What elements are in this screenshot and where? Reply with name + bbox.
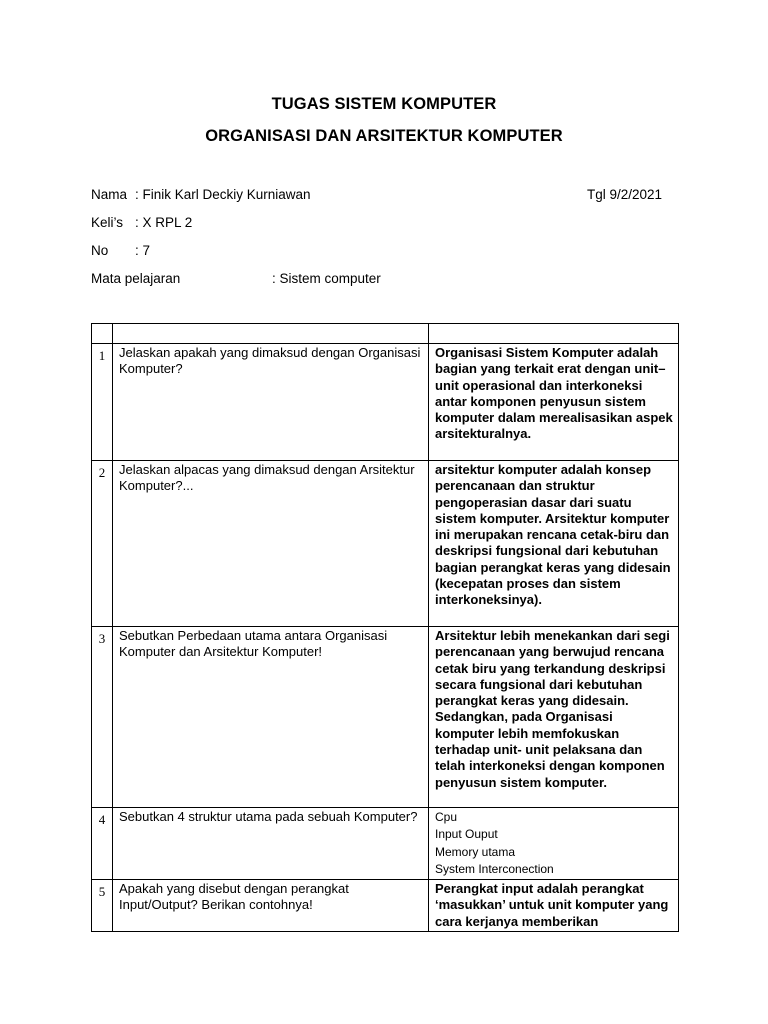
class-value: : X RPL 2 (135, 215, 193, 230)
answer-cell: Arsitektur lebih menekankan dari segi perencanaan yang berwujud rencana cetak biru yang terkandung deskripsi secara fungsional dari kebutuhan perangkat keras yang didesain. Sedangkan, pada Organisasi komputer lebih memfokuskan terhadap unit- unit pelaksana dan telah interkoneksi dengan komponen penyusun sistem komputer. (429, 627, 679, 808)
table-row (92, 808, 679, 880)
table-row (92, 880, 679, 932)
question-cell: Jelaskan alpacas yang dimaksud dengan Arsitektur Komputer?... (113, 461, 429, 627)
table-header-row (92, 324, 679, 344)
question-cell: Sebutkan 4 struktur utama pada sebuah Komputer? (113, 808, 429, 880)
structure-list (435, 809, 674, 878)
subject-line (91, 271, 381, 287)
header-cell-question (113, 324, 429, 344)
document-subtitle: ORGANISASI DAN ARSITEKTUR KOMPUTER (205, 127, 563, 145)
table-row (92, 461, 679, 627)
answer-cell: arsitektur komputer adalah konsep perencanaan dan struktur pengoperasian dasar dari suatu sistem komputer. Arsitektur komputer ini merupakan rencana cetak-biru dan deskripsi fungsional dari kebutuhan bagian perangkat keras yang didesain (kecepatan proses dan sistem interkoneksinya). (429, 461, 679, 627)
number-line (91, 243, 150, 259)
subject-label: Mata pelajaran (91, 271, 181, 286)
answer-cell (429, 808, 679, 880)
row-number: 2 (92, 461, 113, 627)
subject-value: : Sistem computer (272, 271, 381, 286)
list-item: Cpu (435, 810, 458, 824)
class-label: Keli’s (91, 215, 124, 230)
name-value: : Finik Karl Deckiy Kurniawan (135, 187, 311, 202)
row-number: 3 (92, 627, 113, 808)
number-value: : 7 (135, 243, 151, 258)
answer-cell: Perangkat input adalah perangkat ‘masukkan’ untuk unit komputer yang cara kerjanya memberikan (429, 880, 679, 932)
question-cell: Sebutkan Perbedaan utama antara Organisasi Komputer dan Arsitektur Komputer! (113, 627, 429, 808)
table-row (92, 627, 679, 808)
name-label: Nama (91, 187, 128, 202)
date-text: Tgl 9/2/2021 (587, 187, 663, 202)
header-cell-no (92, 324, 113, 344)
question-cell: Apakah yang disebut dengan perangkat Input/Output? Berikan contohnya! (113, 880, 429, 932)
table-row (92, 344, 679, 461)
document-title: TUGAS SISTEM KOMPUTER (271, 95, 497, 113)
list-item: System Interconection (435, 861, 554, 876)
list-item: Memory utama (435, 844, 516, 859)
question-cell: Jelaskan apakah yang dimaksud dengan Organisasi Komputer? (113, 344, 429, 461)
header-cell-answer (429, 324, 679, 344)
row-number: 5 (92, 880, 113, 932)
list-item: Input Ouput (435, 827, 498, 842)
row-number: 4 (92, 808, 113, 880)
qa-table (91, 323, 679, 932)
class-line (91, 215, 192, 231)
student-name-line (91, 187, 311, 203)
answer-cell: Organisasi Sistem Komputer adalah bagian yang terkait erat dengan unit–unit operasional dan interkoneksi antar komponen penyusun sistem komputer dalam merealisasikan aspek arsitekturalnya. (429, 344, 679, 461)
row-number: 1 (92, 344, 113, 461)
number-label: No (91, 243, 109, 258)
